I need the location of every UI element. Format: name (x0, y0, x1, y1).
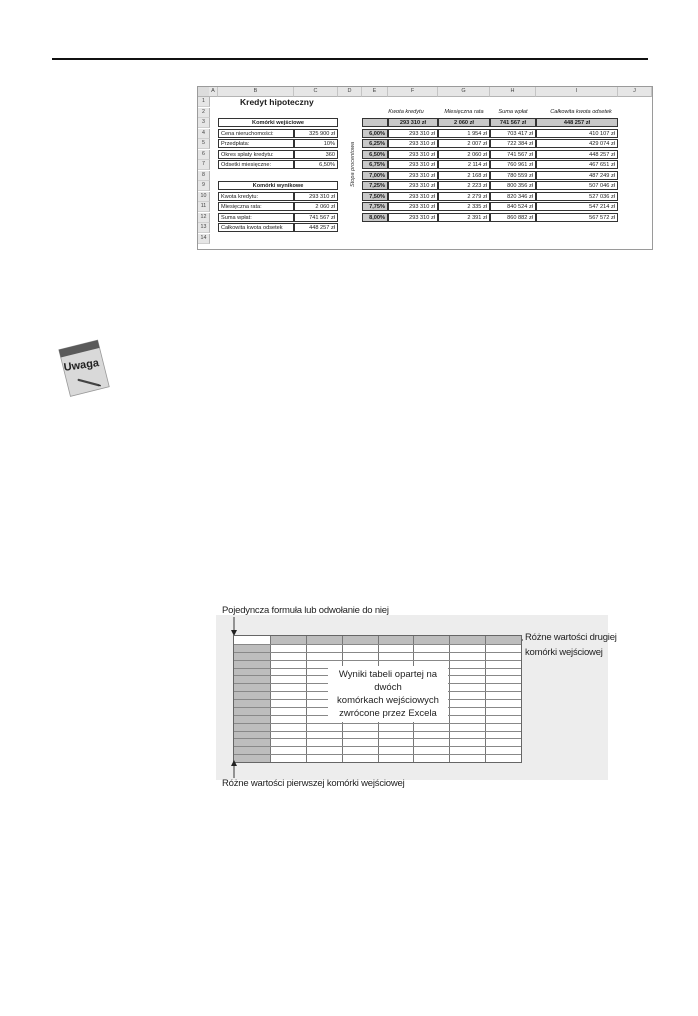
table-value-cell: 780 559 zł (490, 171, 536, 180)
input-label: Odsetki miesięczne: (218, 160, 294, 169)
table-value-cell: 2 168 zł (438, 171, 490, 180)
table-value-cell: 293 310 zł (388, 171, 438, 180)
table-value-cell: 840 524 zł (490, 202, 536, 211)
grid-hline (234, 652, 521, 653)
table-value-cell: 760 961 zł (490, 160, 536, 169)
row-header[interactable]: 10 (198, 192, 210, 202)
table-value-cell: 2 114 zł (438, 160, 490, 169)
rate-cell: 8,00% (362, 213, 388, 222)
note-label: Uwaga (62, 357, 100, 374)
table-value-cell: 2 279 zł (438, 192, 490, 201)
input-label: Przedpłata: (218, 139, 294, 148)
table-value-cell: 467 651 zł (536, 160, 618, 169)
table-value-cell: 547 214 zł (536, 202, 618, 211)
table-column-header: Miesięczna rata (444, 108, 484, 115)
row-header[interactable]: 4 (198, 129, 210, 139)
row-header[interactable]: 8 (198, 171, 210, 181)
rate-cell: 6,75% (362, 160, 388, 169)
grid-hline (234, 754, 521, 755)
output-value: 741 567 zł (294, 213, 338, 222)
center-description (328, 666, 448, 722)
input-label: Okres spłaty kredytu: (218, 150, 294, 159)
spreadsheet-screenshot (197, 86, 653, 250)
row-header[interactable]: 6 (198, 150, 210, 160)
input-label: Cena nieruchomości: (218, 129, 294, 138)
column-header[interactable]: F (388, 87, 438, 97)
table-corner-cell (362, 118, 388, 127)
grid-hline (234, 731, 521, 732)
grid-header-row (270, 636, 521, 644)
table-top-value: 293 310 zł (388, 118, 438, 127)
output-label: Miesięczna rata: (218, 202, 294, 211)
table-value-cell: 293 310 zł (388, 202, 438, 211)
rate-cell: 7,75% (362, 202, 388, 211)
table-value-cell: 293 310 zł (388, 129, 438, 138)
rate-cell: 7,25% (362, 181, 388, 190)
input-value: 10% (294, 139, 338, 148)
data-table-diagram (214, 603, 617, 793)
table-value-cell: 293 310 zł (388, 150, 438, 159)
table-value-cell: 2 391 zł (438, 213, 490, 222)
rate-cell: 6,25% (362, 139, 388, 148)
center-line-1: Wyniki tabeli opartej na dwóch (338, 669, 438, 693)
table-value-cell: 293 310 zł (388, 160, 438, 169)
table-value-cell: 507 046 zł (536, 181, 618, 190)
output-value: 448 257 zł (294, 223, 338, 232)
table-value-cell: 703 417 zł (490, 129, 536, 138)
table-value-cell: 2 335 zł (438, 202, 490, 211)
table-value-cell: 741 567 zł (490, 150, 536, 159)
table-value-cell: 448 257 zł (536, 150, 618, 159)
table-value-cell: 410 107 zł (536, 129, 618, 138)
table-value-cell: 293 310 zł (388, 139, 438, 148)
row-header[interactable]: 5 (198, 139, 210, 149)
outputs-header: Komórki wynikowe (218, 181, 338, 190)
row-header[interactable]: 1 (198, 97, 210, 107)
table-value-cell: 2 060 zł (438, 150, 490, 159)
table-value-cell: 820 346 zł (490, 192, 536, 201)
right-annotation-line1: Różne wartości drugiej (525, 632, 617, 643)
arrow-down-icon (230, 617, 238, 637)
table-value-cell: 860 882 zł (490, 213, 536, 222)
arrow-up-icon (230, 760, 238, 778)
column-header[interactable]: G (438, 87, 490, 97)
table-value-cell: 487 249 zł (536, 171, 618, 180)
table-top-value: 2 060 zł (438, 118, 490, 127)
table-value-cell: 722 384 zł (490, 139, 536, 148)
grid-hline (234, 723, 521, 724)
column-header[interactable]: B (218, 87, 294, 97)
rate-cell: 7,50% (362, 192, 388, 201)
rate-cell: 6,00% (362, 129, 388, 138)
table-value-cell: 567 572 zł (536, 213, 618, 222)
output-label: Suma wpłat: (218, 213, 294, 222)
inputs-header: Komórki wejściowe (218, 118, 338, 127)
table-column-header: Całkowita kwota odsetek (550, 108, 612, 115)
table-top-value: 448 257 zł (536, 118, 618, 127)
row-header[interactable]: 14 (198, 234, 210, 244)
top-annotation: Pojedyncza formuła lub odwołanie do niej (222, 605, 389, 616)
two-input-table-grid (233, 635, 522, 763)
column-header[interactable]: E (362, 87, 388, 97)
table-value-cell: 429 074 zł (536, 139, 618, 148)
table-value-cell: 293 310 zł (388, 213, 438, 222)
row-header[interactable]: 3 (198, 118, 210, 128)
table-column-header: Suma wpłat (498, 108, 528, 115)
table-value-cell: 293 310 zł (388, 192, 438, 201)
table-value-cell: 800 356 zł (490, 181, 536, 190)
input-value: 6,50% (294, 160, 338, 169)
column-header[interactable]: C (294, 87, 338, 97)
rate-cell: 7,00% (362, 171, 388, 180)
row-header[interactable]: 12 (198, 213, 210, 223)
center-line-3: zwrócone przez Excela (339, 708, 437, 719)
input-value: 325 900 zł (294, 129, 338, 138)
row-header[interactable]: 13 (198, 223, 210, 233)
table-column-header: Kwota kredytu (388, 108, 424, 115)
grid-hline (234, 644, 521, 645)
right-annotation-line2: komórki wejściowej (525, 647, 603, 658)
table-value-cell: 2 223 zł (438, 181, 490, 190)
row-header[interactable]: 9 (198, 181, 210, 191)
grid-hline (234, 738, 521, 739)
output-value: 2 060 zł (294, 202, 338, 211)
rate-cell: 6,50% (362, 150, 388, 159)
center-line-2: komórkach wejściowych (337, 695, 439, 706)
table-value-cell: 1 954 zł (438, 129, 490, 138)
column-header[interactable]: D (338, 87, 362, 97)
sheet-title: Kredyt hipoteczny (240, 97, 314, 107)
column-header[interactable]: A (209, 87, 218, 97)
output-label: Całkowita kwota odsetek (218, 223, 294, 232)
input-value: 360 (294, 150, 338, 159)
grid-hline (234, 660, 521, 661)
column-header[interactable]: I (536, 87, 618, 97)
page-top-rule (52, 58, 648, 60)
grid-hline (234, 746, 521, 747)
bottom-annotation: Różne wartości pierwszej komórki wejściowej (222, 778, 405, 789)
table-value-cell: 2 007 zł (438, 139, 490, 148)
output-label: Kwota kredytu: (218, 192, 294, 201)
column-header[interactable]: H (490, 87, 536, 97)
grid-header-column (234, 644, 270, 762)
table-value-cell: 527 036 zł (536, 192, 618, 201)
vertical-axis-label: Stopa procentowa (350, 141, 356, 187)
column-header[interactable]: J (618, 87, 652, 97)
row-header[interactable]: 11 (198, 202, 210, 212)
row-header[interactable]: 2 (198, 108, 210, 118)
output-value: 293 310 zł (294, 192, 338, 201)
table-value-cell: 293 310 zł (388, 181, 438, 190)
table-top-value: 741 567 zł (490, 118, 536, 127)
row-header[interactable]: 7 (198, 160, 210, 170)
note-pad-icon (54, 336, 116, 400)
